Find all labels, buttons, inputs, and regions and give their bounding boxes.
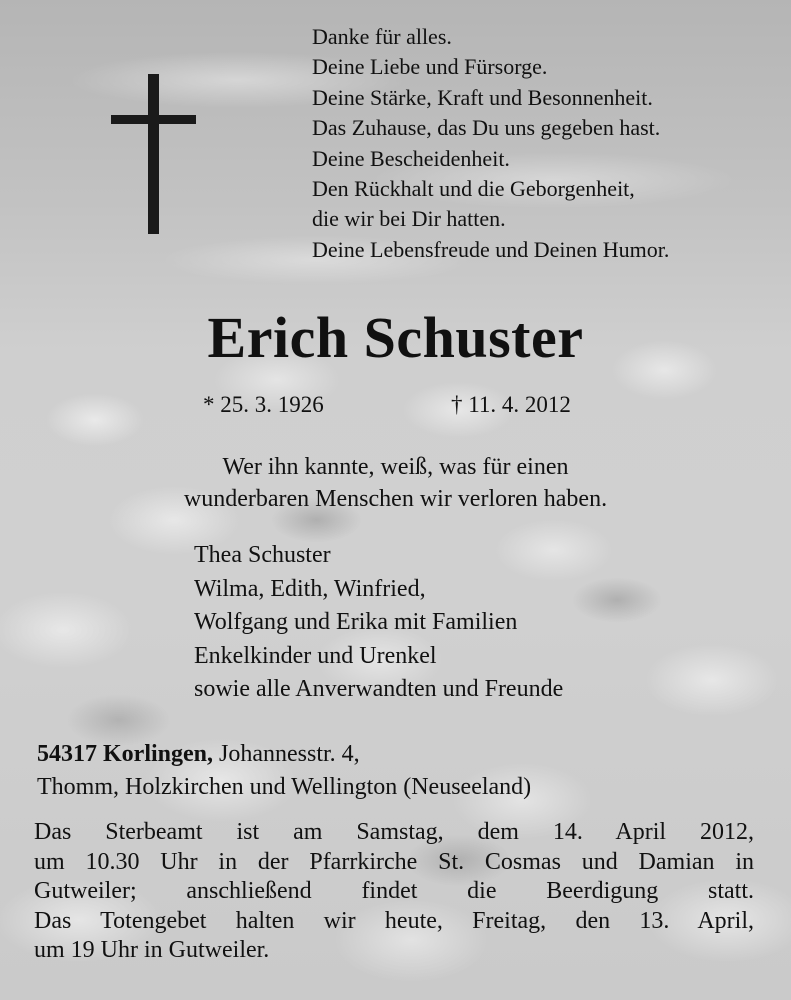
address-line-2: Thomm, Holzkirchen und Wellington (Neuseeland) (37, 774, 532, 800)
poem-line: Den Rückhalt und die Geborgenheit, (312, 176, 635, 202)
poem-line: Deine Bescheidenheit. (312, 145, 510, 171)
mourner-line: Wolfgang und Erika mit Familien (194, 609, 518, 636)
poem-line: Das Zuhause, das Du uns gegeben hast. (312, 115, 661, 141)
notice-line: Das Sterbeamt ist am Samstag, dem 14. April 2012, (34, 819, 754, 845)
memorial-quote (0, 451, 791, 515)
mourner-line: sowie alle Anverwandten und Freunde (194, 676, 564, 703)
birth-date: * 25. 3. 1926 (203, 392, 324, 417)
quote-line: wunderbaren Menschen wir verloren haben. (183, 486, 608, 512)
notice-line: um 19 Uhr in Gutweiler. (34, 937, 270, 964)
poem-line: Deine Lebensfreude und Deinen Humor. (312, 236, 670, 262)
death-date: † 11. 4. 2012 (451, 392, 571, 417)
mourner-line: Enkelkinder und Urenkel (194, 642, 437, 669)
quote-line: Wer ihn kannte, weiß, was für einen (222, 454, 569, 480)
notice-line: Das Totengebet halten wir heute, Freitag, den 13. April, (34, 907, 754, 934)
address-street: Johannesstr. 4, (213, 741, 360, 767)
mourner-line: Wilma, Edith, Winfried, (194, 575, 426, 602)
notice-line: um 10.30 Uhr in der Pfarrkirche St. Cosmas und Damian in (34, 848, 754, 875)
mourner-line: Thea Schuster (194, 542, 331, 568)
address-block (37, 738, 531, 804)
deceased-name: Erich Schuster (207, 305, 584, 370)
poem-line: Deine Stärke, Kraft und Besonnenheit. (312, 84, 653, 110)
latin-cross-icon (111, 74, 196, 234)
mourners-list (194, 539, 563, 707)
poem (312, 22, 669, 265)
address-city: 54317 Korlingen, (37, 741, 214, 767)
address-line-1 (37, 738, 531, 771)
poem-line: die wir bei Dir hatten. (312, 206, 506, 232)
poem-line: Deine Liebe und Fürsorge. (312, 54, 548, 80)
poem-line: Danke für alles. (312, 24, 452, 49)
notice-line: Gutweiler; anschließend findet die Beerdigung statt. (34, 878, 754, 905)
funeral-notice (34, 818, 754, 966)
